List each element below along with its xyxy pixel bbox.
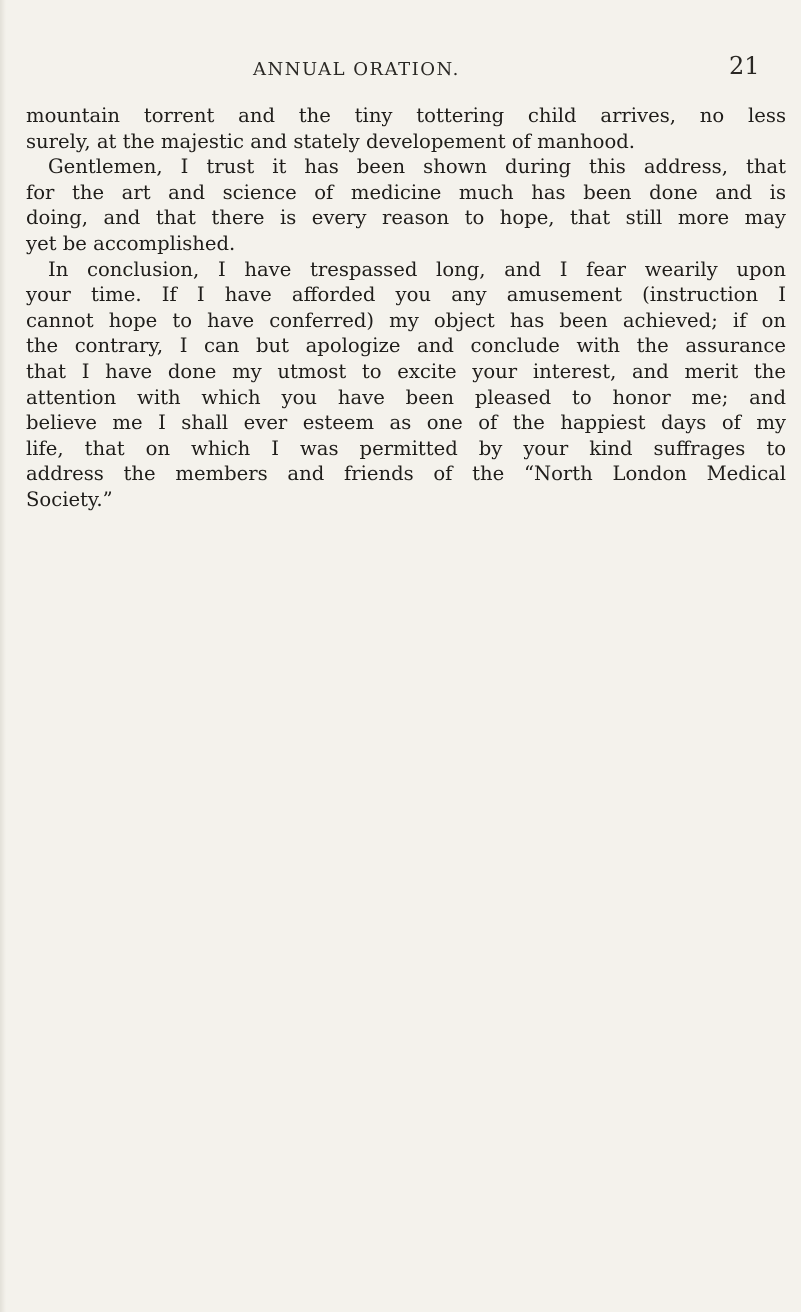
- text-line: mountain torrent and the tiny tottering child arrives, no less: [26, 104, 786, 127]
- body-text: [26, 103, 786, 513]
- page-number: 21: [729, 52, 760, 80]
- text-line: your time. If I have afforded you any amusement (instruction I: [26, 283, 786, 307]
- text-line: surely, at the majestic and stately developement of manhood.: [26, 129, 636, 153]
- text-line: In conclusion, I have trespassed long, and I fear wearily upon: [48, 257, 786, 281]
- text-line: address the members and friends of the “North London Medical: [26, 462, 786, 486]
- text-line: for the art and science of medicine much has been done and is: [26, 180, 786, 204]
- text-line: cannot hope to have conferred) my object has been achieved; if on: [26, 308, 786, 332]
- text-line: doing, and that there is every reason to hope, that still more may: [26, 206, 786, 230]
- text-line: attention with which you have been pleased to honor me; and: [26, 385, 786, 409]
- text-line: believe me I shall ever esteem as one of the happiest days of my: [26, 411, 786, 435]
- text-line: Society.”: [26, 487, 113, 511]
- running-title: ANNUAL ORATION.: [253, 59, 460, 80]
- text-line: that I have done my utmost to excite your interest, and merit the: [26, 359, 786, 383]
- text-line: Gentlemen, I trust it has been shown during this address, that: [48, 155, 786, 179]
- text-line: life, that on which I was permitted by your kind suffrages to: [26, 436, 786, 460]
- text-line: yet be accomplished.: [26, 231, 236, 255]
- binding-edge: [0, 0, 6, 1312]
- text-line: the contrary, I can but apologize and conclude with the assurance: [26, 334, 786, 358]
